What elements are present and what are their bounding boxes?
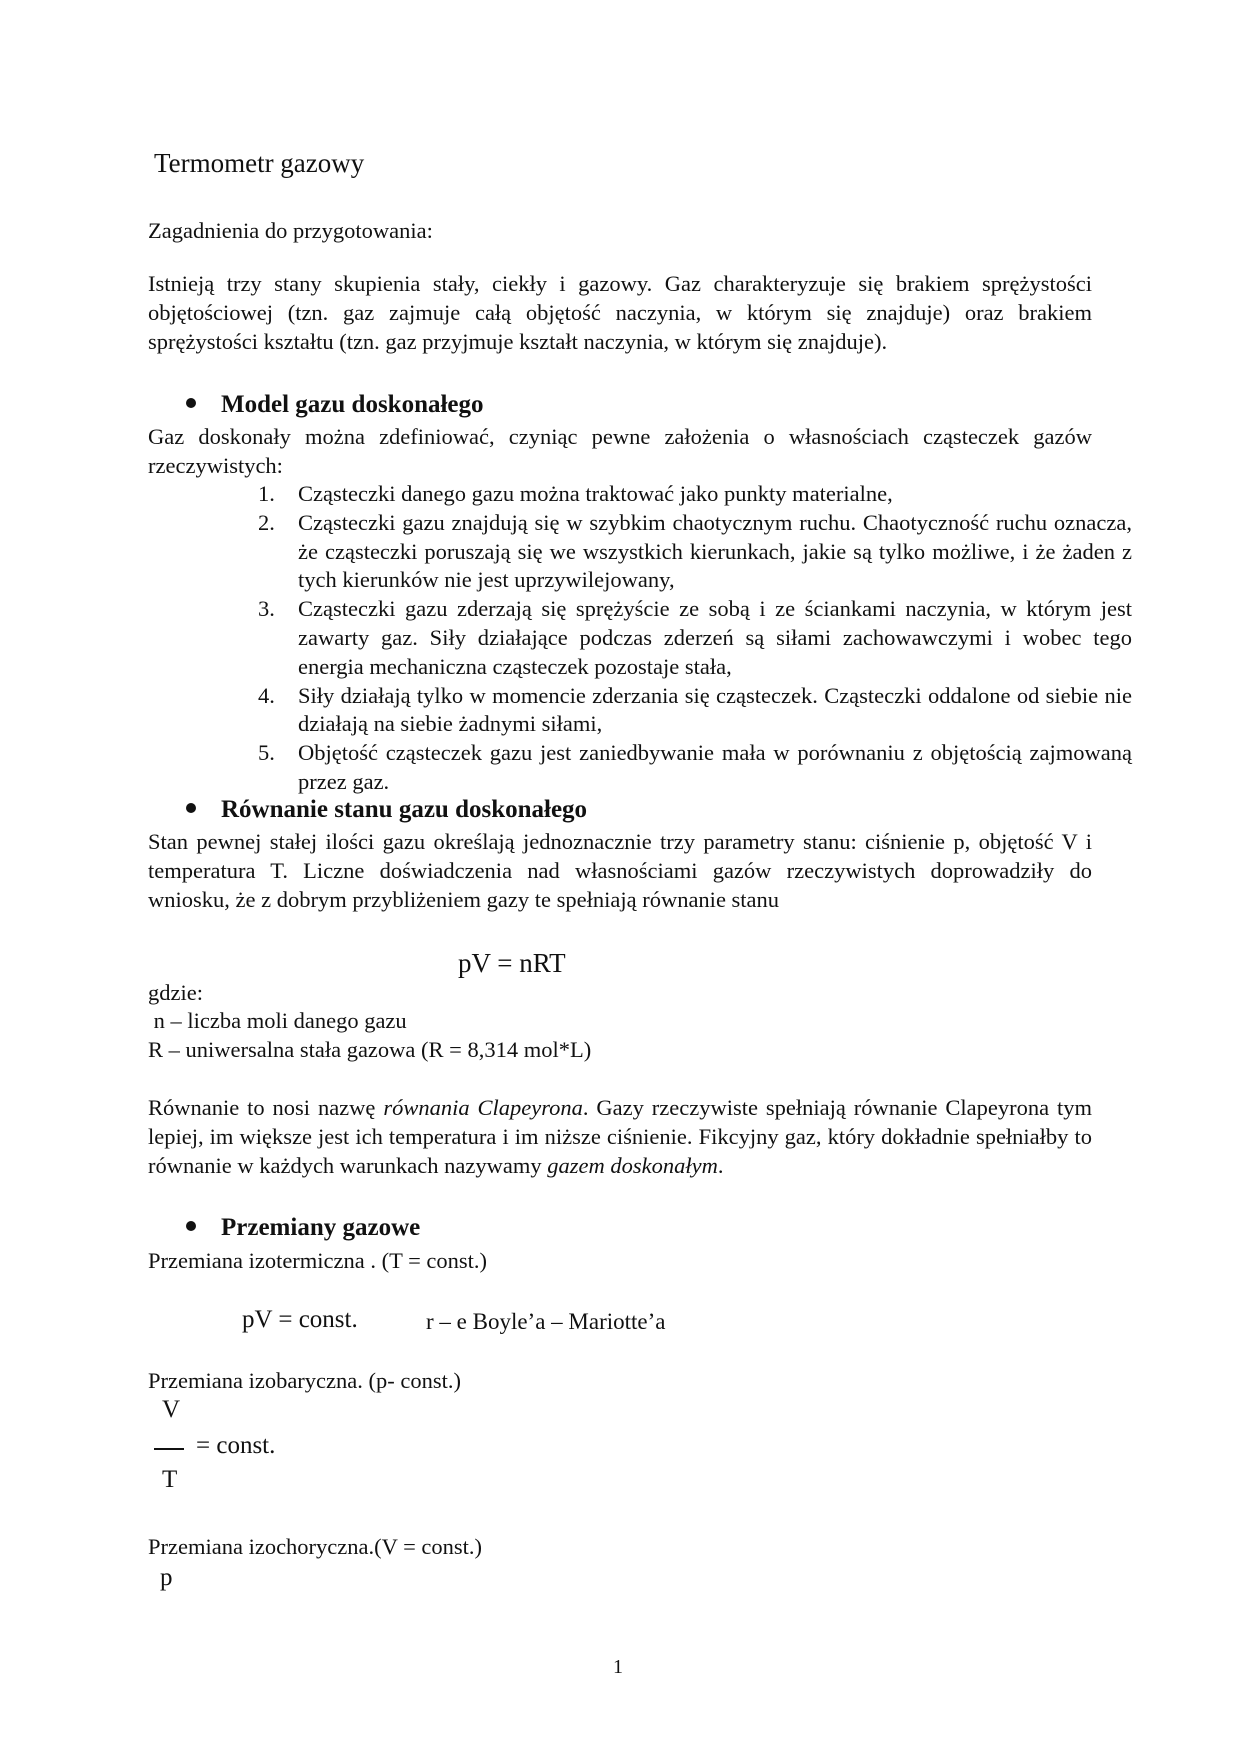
section-heading-ideal-gas-model (186, 391, 484, 419)
assumptions-list (258, 480, 1132, 797)
document-title: Termometr gazowy (154, 148, 365, 178)
definition-r: R – uniwersalna stała gazowa (R = 8,314 mol*L) (148, 1037, 592, 1062)
ideal-gas-formula: pV = nRT (458, 948, 566, 978)
intro-label: Zagadnienia do przygotowania: (148, 218, 433, 243)
list-number: 3. (258, 596, 275, 622)
section-heading-gas-transformations (186, 1214, 420, 1242)
list-number: 1. (258, 481, 275, 506)
text-run: Równanie to nosi nazwę (148, 1095, 384, 1120)
list-item (258, 682, 1132, 740)
italic-term: równania Clapeyrona (383, 1095, 583, 1120)
heading-text: Model gazu doskonałego (221, 391, 484, 418)
text-run: . Gazy rzeczywiste spełniają równanie Clapeyrona tym lepiej, im większe jest ich temperatura i im niższe ciśnienie. Fikcyjny gaz, który dokładnie spełniałby to równanie w każdych warunkach nazywamy (148, 1095, 1092, 1178)
where-label: gdzie: (148, 980, 203, 1005)
list-item (258, 480, 1132, 509)
intro-paragraph: Istnieją trzy stany skupienia stały, ciekły i gazowy. Gaz charakteryzuje się brakiem sprężystości objętościowej (tzn. gaz zajmuje całą objętość naczynia, w którym się znajduje) oraz brakiem sprężystości kształtu (tzn. gaz przyjmuje kształt naczynia, w którym się znajduje). (148, 271, 1092, 354)
bullet-icon (186, 1221, 196, 1231)
list-text: Cząsteczki gazu zderzają się sprężyście ze sobą i ze ściankami naczynia, w którym jest zawarty gaz. Siły działające podczas zderzeń są siłami zachowawczymi i wobec tego energia mechaniczna cząsteczek pozostaje stała, (298, 596, 1132, 679)
heading-text: Przemiany gazowe (221, 1214, 421, 1241)
list-text: Siły działają tylko w momencie zderzania się cząsteczek. Cząsteczki oddalone od siebie nie działają na siebie żadnymi siłami, (298, 682, 1132, 737)
list-item (258, 739, 1132, 797)
list-item (258, 509, 1132, 595)
boyle-mariotte-law: r – e Boyle’a – Mariotte’a (426, 1309, 666, 1334)
isothermal-label: Przemiana izotermiczna . (T = const.) (148, 1248, 488, 1273)
text-run: . (717, 1152, 724, 1178)
isobaric-equals: = const. (196, 1432, 276, 1459)
clapeyron-paragraph (148, 1094, 1092, 1180)
list-text: Cząsteczki danego gazu można traktować jako punkty materialne, (298, 481, 893, 506)
isobaric-numerator: V (162, 1396, 181, 1423)
bullet-icon (186, 398, 196, 408)
list-number: 5. (258, 740, 275, 766)
state-paragraph: Stan pewnej stałej ilości gazu określają jednoznacznie trzy parametry stanu: ciśnienie p, objętość V i temperatura T. Liczne doświadczenia nad własnościami gazów rzeczywistych doprowadziły do wniosku, że z dobrym przybliżeniem gazy te spełniają równanie stanu (148, 829, 1092, 912)
isochoric-label: Przemiana izochoryczna.(V = const.) (148, 1534, 483, 1559)
bullet-icon (186, 803, 196, 813)
isobaric-denominator: T (162, 1466, 178, 1493)
list-item (258, 595, 1132, 681)
list-number: 2. (258, 509, 275, 535)
fraction-bar (154, 1448, 184, 1450)
page-number: 1 (613, 1656, 623, 1678)
list-number: 4. (258, 682, 275, 708)
isothermal-formula: pV = const. (242, 1306, 358, 1333)
definition-n: n – liczba moli danego gazu (148, 1008, 407, 1033)
section-heading-equation-of-state (186, 796, 587, 824)
isochoric-numerator: p (160, 1564, 173, 1591)
model-paragraph: Gaz doskonały można zdefiniować, czyniąc pewne założenia o własnościach cząsteczek gazów rzeczywistych: (148, 424, 1092, 478)
italic-term: gazem doskonałym (547, 1152, 718, 1178)
list-text: Cząsteczki gazu znajdują się w szybkim chaotycznym ruchu. Chaotyczność ruchu oznacza, że cząsteczki poruszają się we wszystkich kierunkach, jakie są tylko możliwe, i że żaden z tych kierunków nie jest uprzywilejowany, (298, 509, 1132, 593)
heading-text: Równanie stanu gazu doskonałego (221, 796, 588, 823)
isobaric-label: Przemiana izobaryczna. (p- const.) (148, 1368, 461, 1393)
list-text: Objętość cząsteczek gazu jest zaniedbywanie mała w porównaniu z objętością zajmowaną przez gaz. (298, 740, 1132, 794)
